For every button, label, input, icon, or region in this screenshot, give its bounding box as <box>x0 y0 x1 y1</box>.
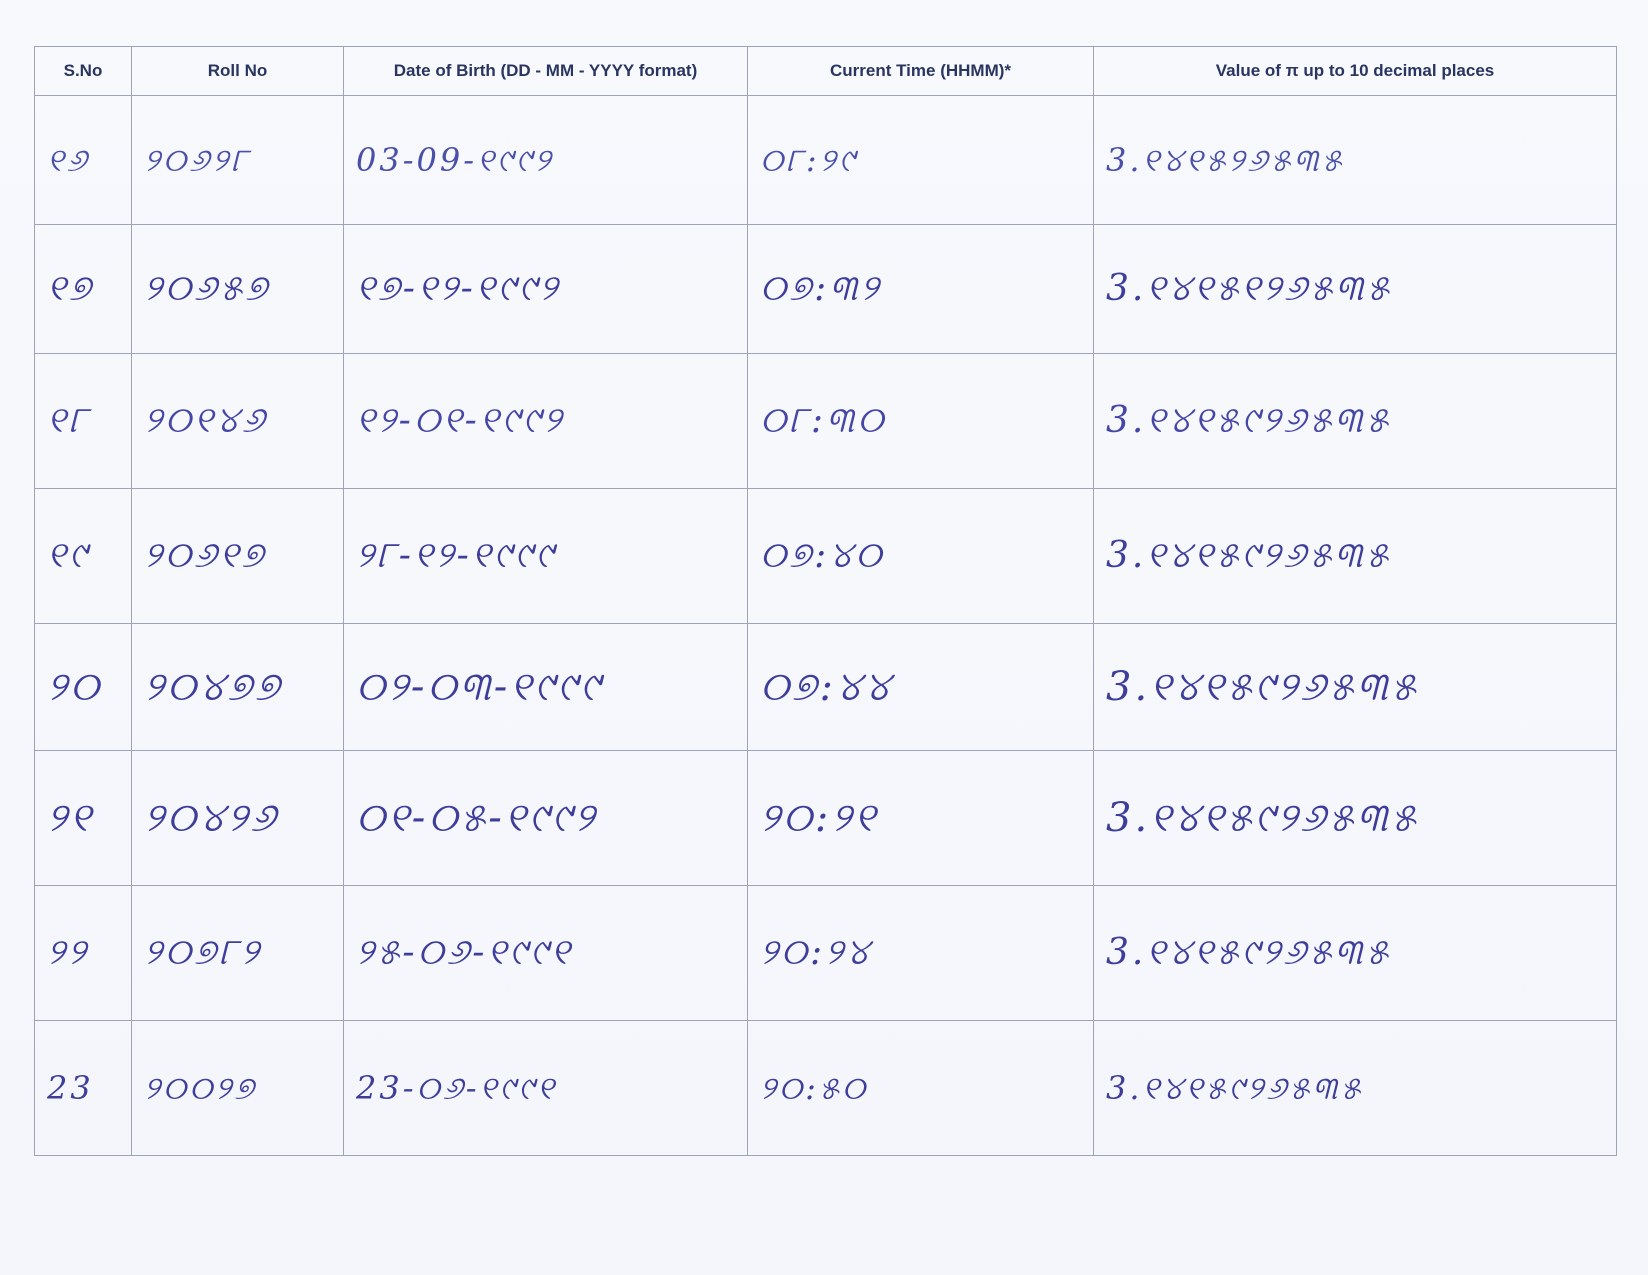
header-row <box>35 47 1617 96</box>
cell-date-of-birth: 23-୦୬-୧୯୯୧ <box>344 1021 748 1156</box>
cell-sno: ୨୦ <box>35 624 132 751</box>
table-row <box>35 489 1617 624</box>
header-sno: S.No <box>35 47 132 96</box>
cell-date-of-birth: ୦୧-୦୫-୧୯୯୨ <box>344 751 748 886</box>
cell-date-of-birth: 03-09-୧୯୯୨ <box>344 96 748 225</box>
cell-sno: ୧୯ <box>35 489 132 624</box>
records-table <box>34 46 1617 1156</box>
cell-roll-no: ୨୦୪୭୭ <box>132 624 344 751</box>
cell-current-time: ୨୦:୨୪ <box>748 886 1094 1021</box>
cell-pi-value: 3.୧୪୧୫୯୨୬୫୩୫ <box>1094 354 1617 489</box>
cell-date-of-birth: ୨୫-୦୬-୧୯୯୧ <box>344 886 748 1021</box>
cell-current-time: ୦୮:୩୦ <box>748 354 1094 489</box>
cell-pi-value: 3.୧୪୧୫୧୨୬୫୩୫ <box>1094 225 1617 354</box>
cell-sno: ୨୨ <box>35 886 132 1021</box>
cell-pi-value: 3.୧୪୧୫୯୨୬୫୩୫ <box>1094 489 1617 624</box>
header-roll-no: Roll No <box>132 47 344 96</box>
cell-roll-no: ୨୦୬୧୭ <box>132 489 344 624</box>
cell-roll-no: ୨୦୭୮୨ <box>132 886 344 1021</box>
cell-roll-no: ୨୦୬୫୭ <box>132 225 344 354</box>
cell-pi-value: 3.୧୪୧୫୯୨୬୫୩୫ <box>1094 886 1617 1021</box>
cell-sno: ୧୬ <box>35 96 132 225</box>
table-row <box>35 1021 1617 1156</box>
table-row <box>35 624 1617 751</box>
table-row <box>35 751 1617 886</box>
cell-date-of-birth: ୧୨-୦୧-୧୯୯୨ <box>344 354 748 489</box>
table-row <box>35 886 1617 1021</box>
cell-current-time: ୦୭:୪୪ <box>748 624 1094 751</box>
cell-pi-value: 3.୧୪୧୫୯୨୬୫୩୫ <box>1094 751 1617 886</box>
cell-current-time: ୨୦:୫୦ <box>748 1021 1094 1156</box>
cell-roll-no: ୨୦୧୪୬ <box>132 354 344 489</box>
cell-current-time: ୦୭:୩୨ <box>748 225 1094 354</box>
table-row <box>35 354 1617 489</box>
cell-sno: ୨୧ <box>35 751 132 886</box>
table-row <box>35 225 1617 354</box>
cell-roll-no: ୨୦୪୨୬ <box>132 751 344 886</box>
cell-pi-value: 3.୧୪୧୫୯୨୬୫୩୫ <box>1094 1021 1617 1156</box>
cell-current-time: ୦୮:୨୯ <box>748 96 1094 225</box>
cell-sno: 23 <box>35 1021 132 1156</box>
cell-roll-no: ୨୦୬୨୮ <box>132 96 344 225</box>
cell-pi-value: 3.୧୪୧୫୨୬୫୩୫ <box>1094 96 1617 225</box>
cell-current-time: ୨୦:୨୧ <box>748 751 1094 886</box>
cell-pi-value: 3.୧୪୧୫୯୨୬୫୩୫ <box>1094 624 1617 751</box>
cell-current-time: ୦୭:୪୦ <box>748 489 1094 624</box>
header-date-of-birth: Date of Birth (DD - MM - YYYY format) <box>344 47 748 96</box>
cell-date-of-birth: ୧୭-୧୨-୧୯୯୨ <box>344 225 748 354</box>
cell-sno: ୧୮ <box>35 354 132 489</box>
table-row <box>35 96 1617 225</box>
header-current-time: Current Time (HHMM)* <box>748 47 1094 96</box>
header-pi-value: Value of π up to 10 decimal places <box>1094 47 1617 96</box>
cell-sno: ୧୭ <box>35 225 132 354</box>
cell-roll-no: ୨୦୦୨୭ <box>132 1021 344 1156</box>
cell-date-of-birth: ୨୮-୧୨-୧୯୯୯ <box>344 489 748 624</box>
cell-date-of-birth: ୦୨-୦୩-୧୯୯୯ <box>344 624 748 751</box>
